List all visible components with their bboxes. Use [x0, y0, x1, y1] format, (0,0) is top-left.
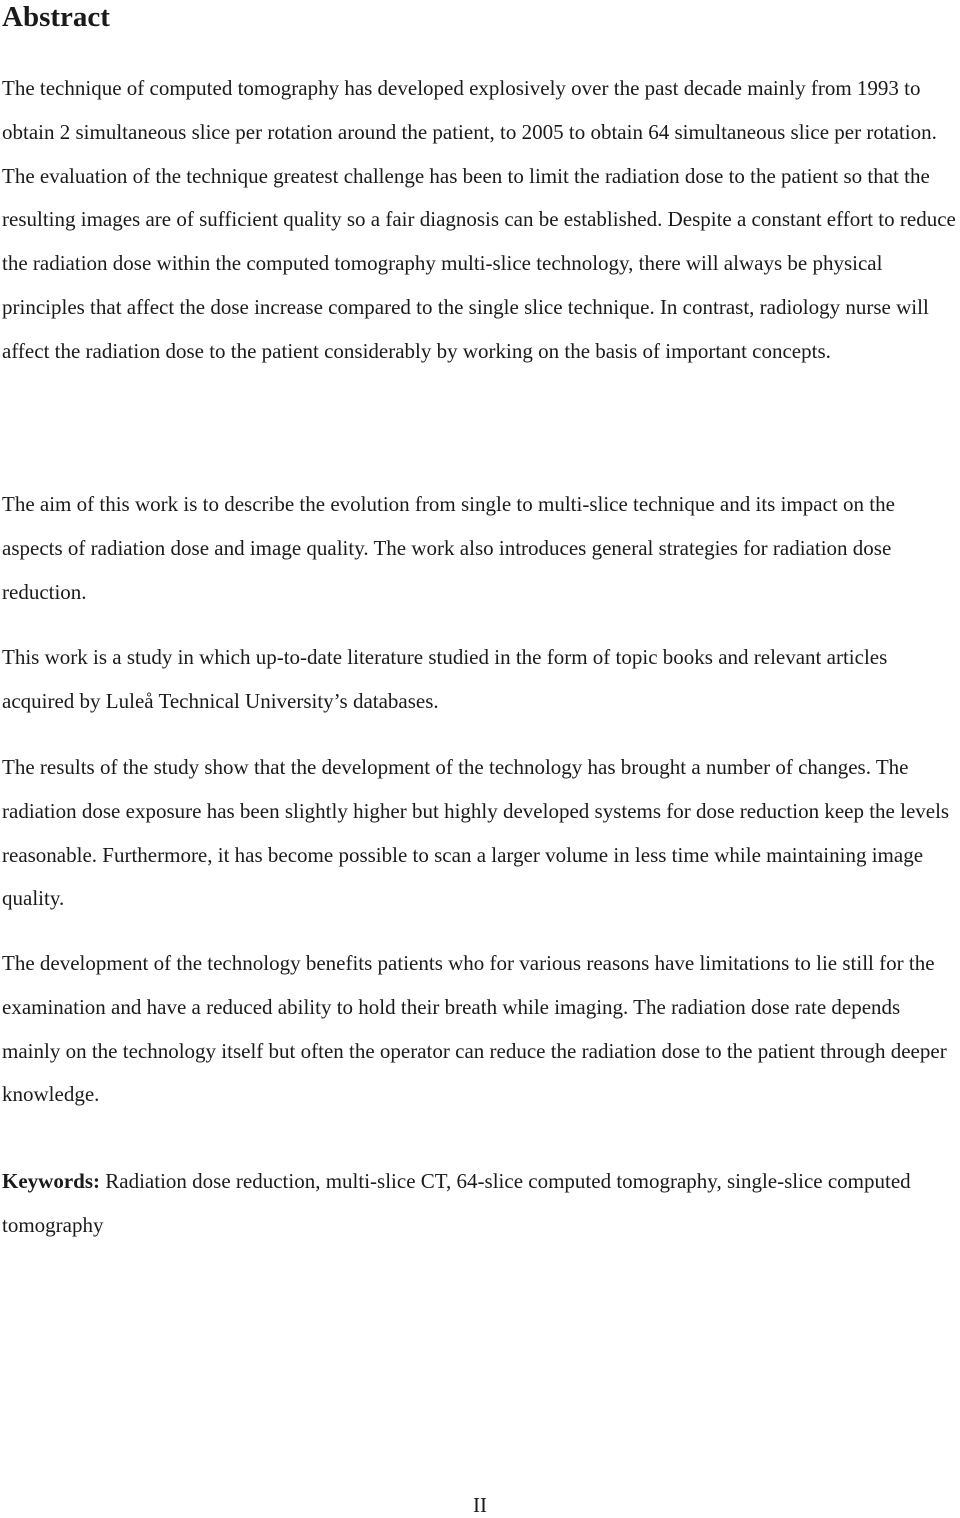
abstract-paragraph-3: This work is a study in which up-to-date literature studied in the form of topic books and relevant articles acquired by Luleå Technical University’s databases.: [2, 645, 888, 713]
abstract-heading: Abstract: [2, 1, 110, 33]
abstract-paragraph-1: The technique of computed tomography has developed explosively over the past decade mainly from 1993 to obtain 2 simultaneous slice per rotation around the patient, to 2005 to obtain 64 simultaneous slice per rotation. The evaluation of the technique greatest challenge has been to limit the radiation dose to the patient so that the resulting images are of sufficient quality so a fair diagnosis can be established. Despite a constant effort to reduce the radiation dose within the computed tomography multi-slice technology, there will always be physical principles that affect the dose increase compared to the single slice technique. In contrast, radiology nurse will affect the radiation dose to the patient considerably by working on the basis of important concepts.: [2, 76, 956, 363]
abstract-paragraph-4: The results of the study show that the development of the technology has brought a number of changes. The radiation dose exposure has been slightly higher but highly developed systems for dose reduction keep the levels reasonable. Furthermore, it has become possible to scan a larger volume in less time while maintaining image quality.: [2, 755, 950, 911]
keywords-paragraph: [2, 1160, 958, 1248]
abstract-paragraph-2: The aim of this work is to describe the evolution from single to multi-slice technique and its impact on the aspects of radiation dose and image quality. The work also introduces general strategies for radiation dose reduction.: [2, 492, 895, 604]
keywords-label: Keywords:: [2, 1169, 100, 1193]
document-page: [2, 0, 958, 1237]
abstract-paragraph-5: The development of the technology benefits patients who for various reasons have limitations to lie still for the examination and have a reduced ability to hold their breath while imaging. The radiation dose rate depends mainly on the technology itself but often the operator can reduce the radiation dose to the patient through deeper knowledge.: [2, 951, 947, 1107]
keywords-text: Radiation dose reduction, multi-slice CT, 64-slice computed tomography, single-slice computed tomography: [2, 1169, 911, 1237]
page-number: II: [473, 1493, 487, 1517]
